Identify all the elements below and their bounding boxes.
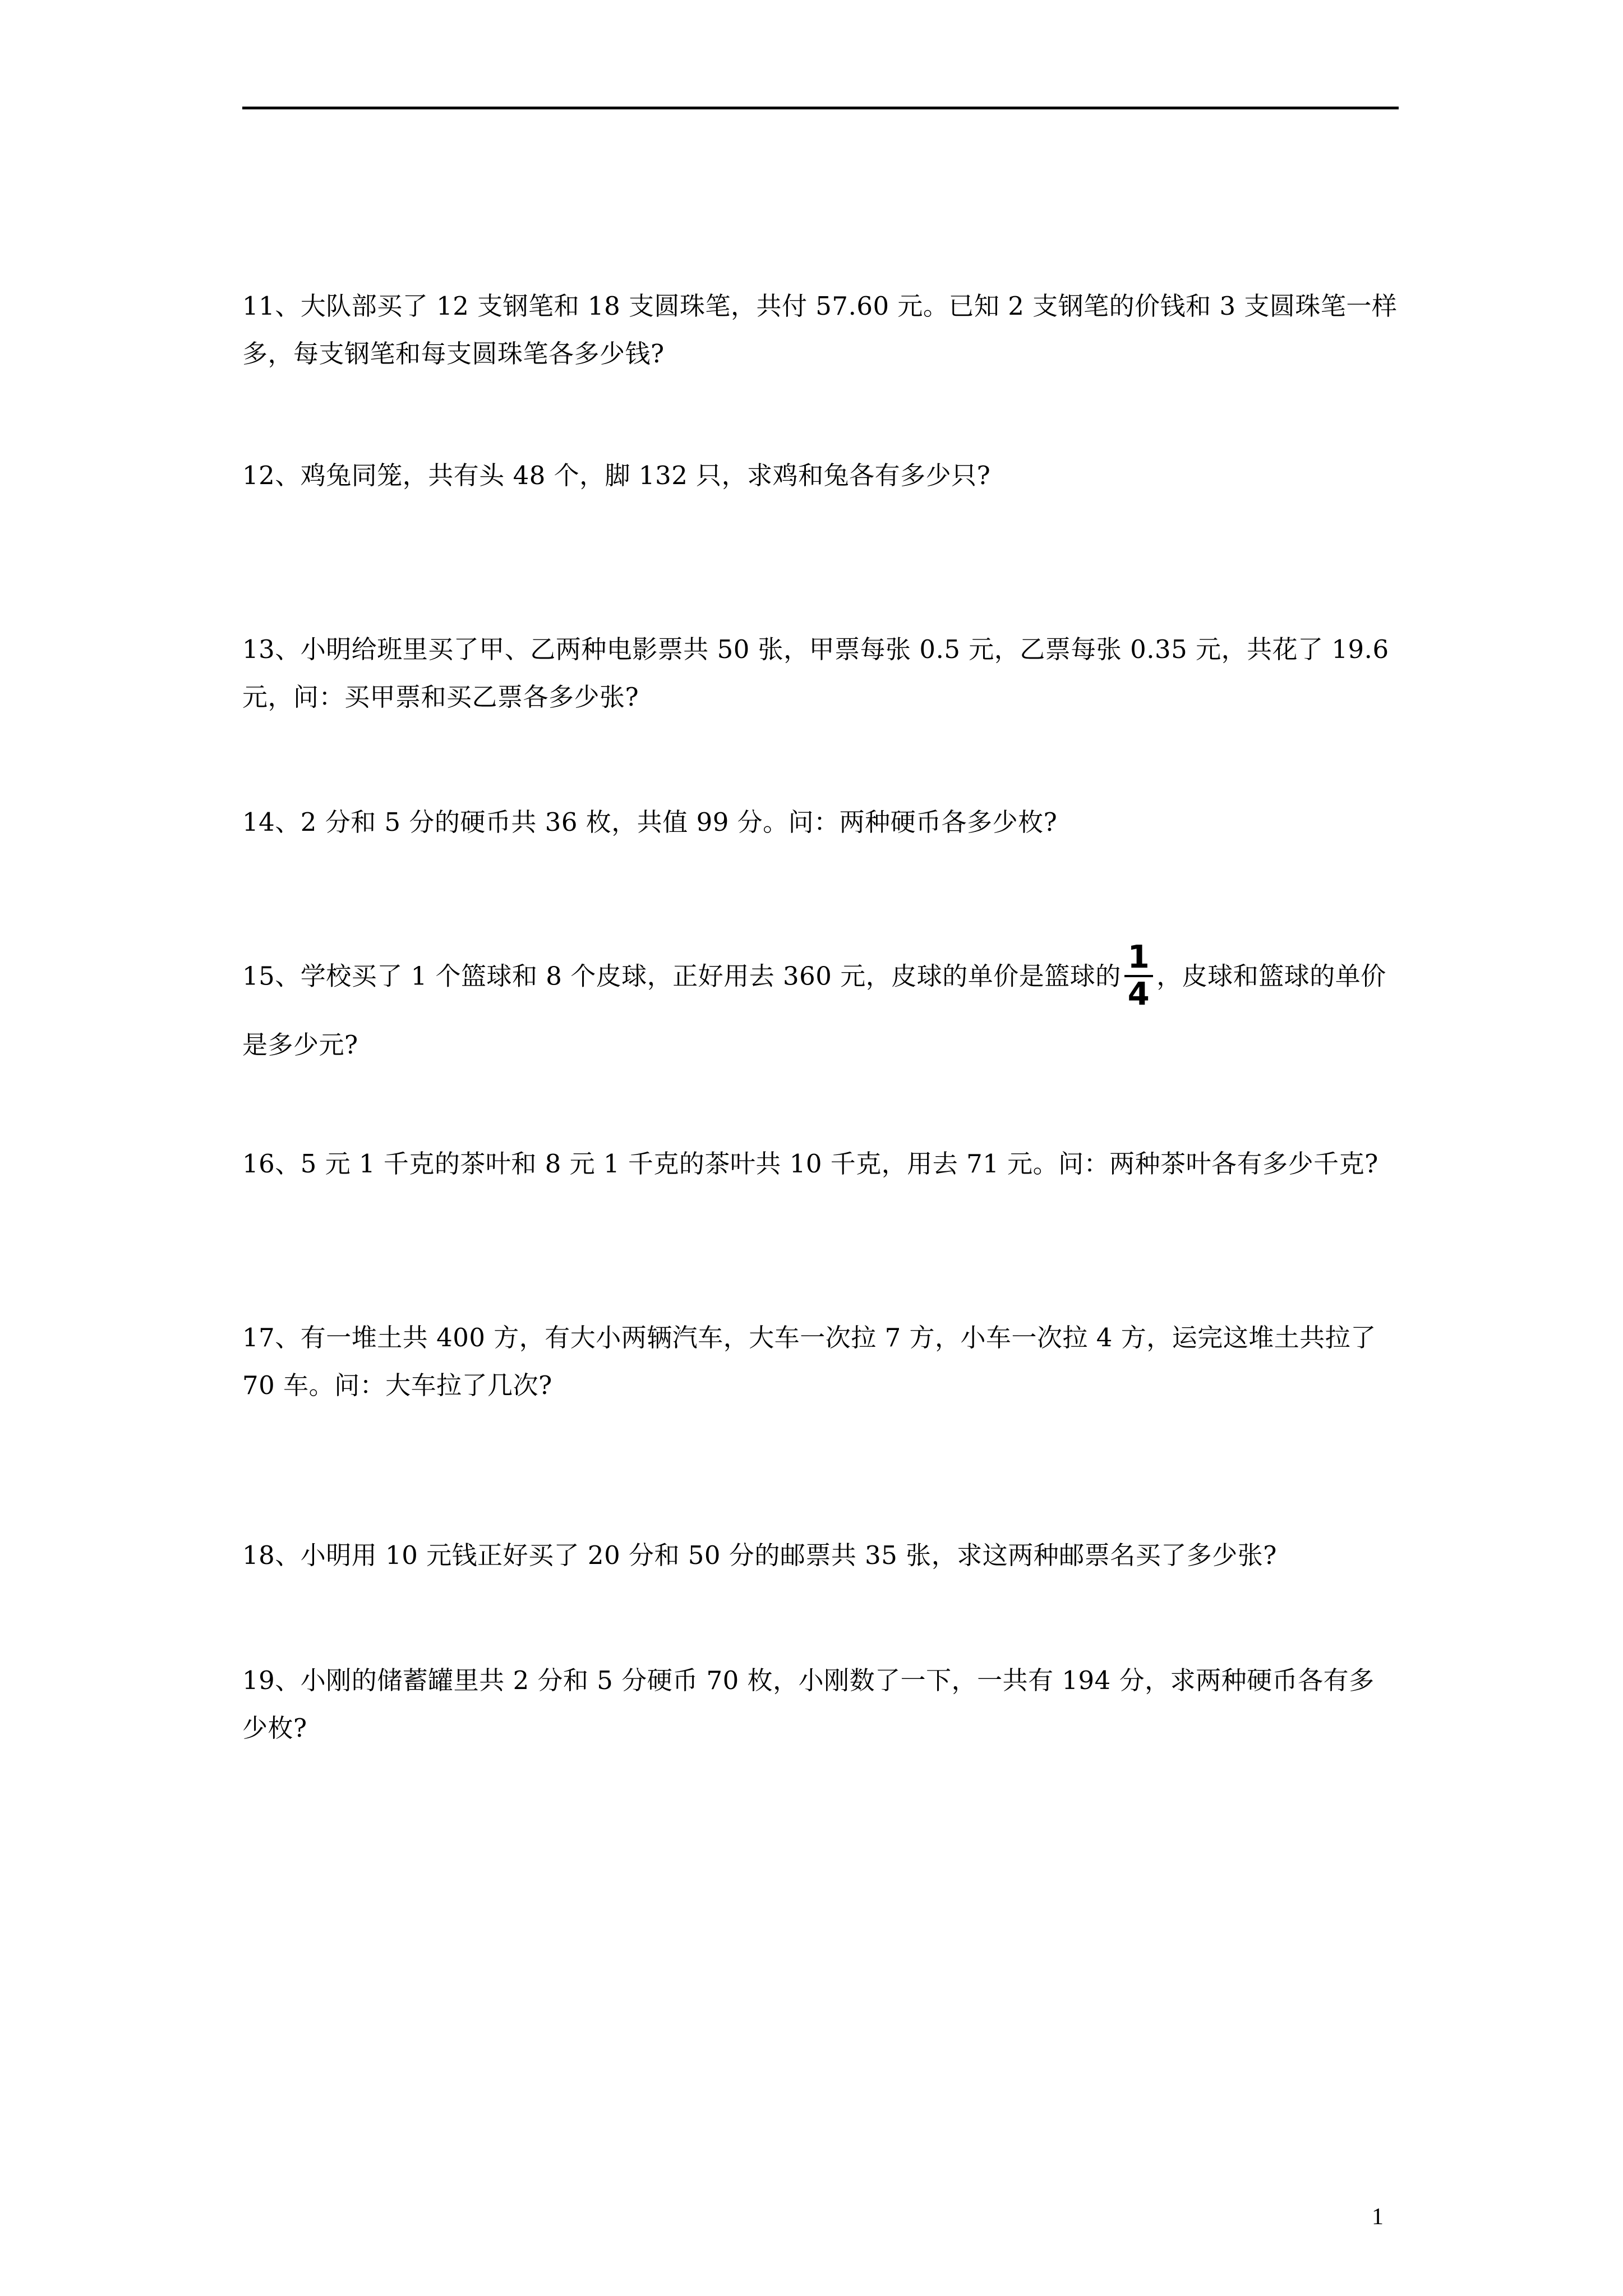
fraction-numerator: 1	[1124, 940, 1153, 977]
problem-15-text-before: 15、学校买了 1 个篮球和 8 个皮球，正好用去 360 元，皮球的单价是篮球的	[242, 961, 1121, 991]
problem-12: 12、鸡兔同笼，共有头 48 个，脚 132 只，求鸡和兔各有多少只?	[242, 461, 991, 490]
fraction-denominator: 4	[1127, 976, 1150, 1013]
problem-16: 16、5 元 1 千克的茶叶和 8 元 1 千克的茶叶共 10 千克，用去 71 元。问：两种茶叶各有多少千克?	[242, 1149, 1378, 1179]
problem-11: 11、大队部买了 12 支钢笔和 18 支圆珠笔，共付 57.60 元。已知 2 支钢笔的价钱和 3 支圆珠笔一样多，每支钢笔和每支圆珠笔各多少钱?	[242, 291, 1398, 369]
problem-15-text-after: ，皮球和篮球的单价是多少元?	[242, 961, 1386, 1060]
page-number: 1	[1372, 2204, 1384, 2230]
problem-15	[242, 939, 1399, 1076]
problem-17: 17、有一堆土共 400 方，有大小两辆汽车，大车一次拉 7 方，小车一次拉 4 方，运完这堆土共拉了 70 车。问：大车拉了几次?	[242, 1323, 1376, 1400]
problem-13: 13、小明给班里买了甲、乙两种电影票共 50 张，甲票每张 0.5 元，乙票每张 0.35 元，共花了 19.6 元，问：买甲票和买乙票各多少张?	[242, 634, 1389, 712]
problem-14: 14、2 分和 5 分的硬币共 36 枚，共值 99 分。问：两种硬币各多少枚?	[242, 807, 1058, 837]
problem-18: 18、小明用 10 元钱正好买了 20 分和 50 分的邮票共 35 张，求这两种邮票名买了多少张?	[242, 1540, 1277, 1570]
problem-19: 19、小刚的储蓄罐里共 2 分和 5 分硬币 70 枚，小刚数了一下，一共有 194 分，求两种硬币各有多少枚?	[242, 1665, 1375, 1743]
fraction-one-quarter	[1124, 940, 1153, 1012]
header-rule	[242, 107, 1399, 109]
